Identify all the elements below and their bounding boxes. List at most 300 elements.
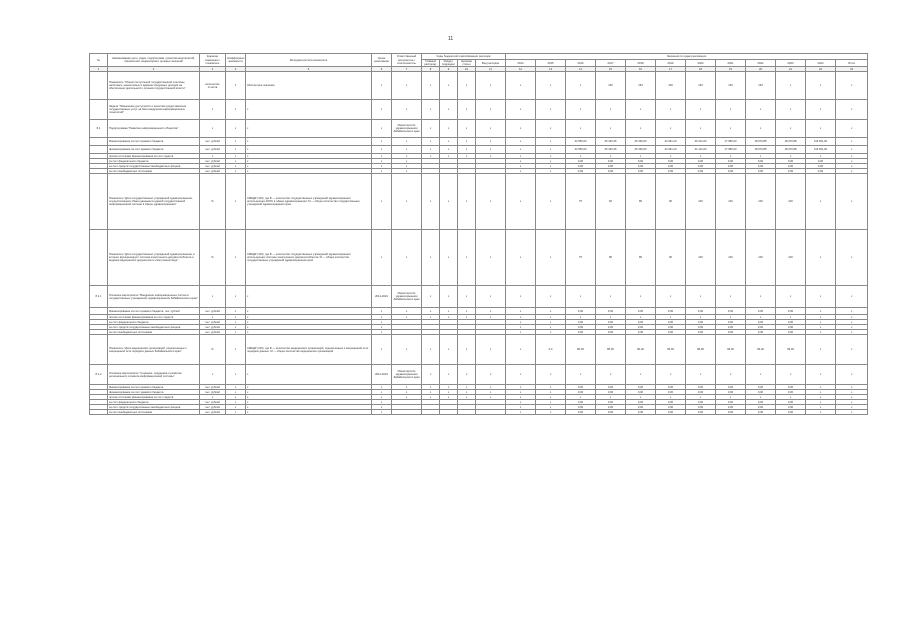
row-value: x <box>836 315 868 320</box>
row-value: 0,00 <box>686 410 716 415</box>
row-period: x <box>372 320 392 325</box>
row-period: x <box>372 400 392 405</box>
row-value: x <box>506 286 536 308</box>
row-value: 154 <box>626 72 656 100</box>
row-value: 25 439,00 <box>626 146 656 154</box>
row-period: x <box>372 405 392 410</box>
row-value: 100 <box>746 230 776 286</box>
row-unit: тыс. рублей <box>200 325 226 330</box>
row-budget-code: x <box>422 138 440 146</box>
row-value: 0,00 <box>806 169 836 174</box>
row-value: 0,00 <box>656 164 686 169</box>
row-weight: x <box>226 330 246 335</box>
row-budget-code: x <box>476 146 506 154</box>
row-value: 85,00 <box>596 335 626 365</box>
column-number: 10 <box>458 67 476 72</box>
row-value: x <box>506 320 536 325</box>
row-value: 0,00 <box>596 169 626 174</box>
row-budget-code: x <box>422 146 440 154</box>
row-value: 0,00 <box>566 325 596 330</box>
column-number: 17 <box>656 67 686 72</box>
row-name: за счет средств государственных внебюджетных фондов <box>108 164 200 169</box>
row-value: x <box>806 174 836 230</box>
row-value: x <box>536 146 566 154</box>
row-weight: x <box>226 230 246 286</box>
row-value: 0,00 <box>626 325 656 330</box>
row-name: финансирование за счет краевого бюджета <box>108 146 200 154</box>
row-name: за счет внебюджетных источников <box>108 330 200 335</box>
row-value: 160 <box>656 72 686 100</box>
row-value: x <box>836 390 868 395</box>
table-row <box>90 72 868 100</box>
row-executor: x <box>392 174 422 230</box>
row-method: x <box>246 385 372 390</box>
row-value: x <box>626 286 656 308</box>
row-value: 0,00 <box>776 405 806 410</box>
row-method: x <box>246 405 372 410</box>
row-value: 0,00 <box>746 330 776 335</box>
row-value: x <box>776 315 806 320</box>
row-value: x <box>836 335 868 365</box>
row-weight: x <box>226 154 246 159</box>
row-budget-code: x <box>458 120 476 138</box>
row-value: 0,00 <box>686 390 716 395</box>
table-row <box>90 174 868 230</box>
row-value: x <box>806 325 836 330</box>
column-number: 6 <box>372 67 392 72</box>
row-budget-code: x <box>476 230 506 286</box>
row-value: x <box>506 164 536 169</box>
row-value: 100 <box>716 230 746 286</box>
row-unit: тыс. рублей <box>200 138 226 146</box>
row-value: 0,00 <box>626 164 656 169</box>
header-name: Наименование цели, задач, подпрограмм, проектов мероприятий, показателей, индикаторов и целевых значений <box>108 54 200 67</box>
row-name: Финансирование за счет краевого бюджета, тыс. рублей <box>108 308 200 315</box>
row-value: x <box>596 315 626 320</box>
row-value: x <box>806 286 836 308</box>
row-value: 100 <box>686 174 716 230</box>
row-value: x <box>746 286 776 308</box>
table-row <box>90 286 868 308</box>
column-number: 19 <box>716 67 746 72</box>
row-executor: x <box>392 169 422 174</box>
row-value: x <box>776 365 806 385</box>
row-value: 25 439,00 <box>626 138 656 146</box>
row-budget-code: x <box>422 286 440 308</box>
row-method: СМЕДР (100), где Ф — количество государственных учреждений здравоохранения, использующих системы электронного документооборота; М — общее количество государственных учреждений здравоохранения края <box>246 230 372 286</box>
row-value: 163 <box>746 72 776 100</box>
row-budget-code: x <box>422 120 440 138</box>
row-value: 98,00 <box>686 335 716 365</box>
header-year: 2018 <box>626 60 656 67</box>
row-value: x <box>836 330 868 335</box>
row-budget-code: x <box>476 390 506 395</box>
row-value: 0,00 <box>626 330 656 335</box>
row-budget-code: x <box>422 385 440 390</box>
row-value: x <box>836 286 868 308</box>
row-weight: x <box>226 120 246 138</box>
row-value: 152 <box>596 72 626 100</box>
row-budget-code: x <box>440 308 458 315</box>
row-unit: x <box>200 154 226 159</box>
row-period: x <box>372 230 392 286</box>
row-value: x <box>686 154 716 159</box>
row-weight: x <box>226 405 246 410</box>
row-value: x <box>536 320 566 325</box>
row-value: x <box>506 174 536 230</box>
row-value: x <box>536 286 566 308</box>
row-method: x <box>246 308 372 315</box>
row-value: x <box>566 154 596 159</box>
row-method: x <box>246 138 372 146</box>
row-value: 0,00 <box>656 400 686 405</box>
row-weight: x <box>226 164 246 169</box>
row-weight: x <box>226 410 246 415</box>
row-value: x <box>536 400 566 405</box>
row-executor: x <box>392 335 422 365</box>
row-value: x <box>506 100 536 120</box>
row-value: 118 391,00 <box>806 138 836 146</box>
row-value: x <box>806 330 836 335</box>
row-value: x <box>806 385 836 390</box>
header-budget-col: Целевая статья <box>458 60 476 67</box>
row-value: 0,00 <box>566 385 596 390</box>
row-method: СМЕДР (100), где Ф — количество государственных учреждений здравоохранения, использующих ЕГИС в сфере здравоохранения; М — общее количество государственных учреждений здравоохранения края <box>246 174 372 230</box>
row-value: x <box>536 120 566 138</box>
row-executor: x <box>392 395 422 400</box>
row-method: x <box>246 286 372 308</box>
row-value: x <box>536 365 566 385</box>
row-value: 90 <box>656 174 686 230</box>
row-unit: % <box>200 230 226 286</box>
row-value: x <box>716 286 746 308</box>
header-budget-col: Раздел, подраздел <box>440 60 458 67</box>
header-year: 2020 <box>686 60 716 67</box>
table-row <box>90 100 868 120</box>
row-budget-code: x <box>440 230 458 286</box>
column-number: 7 <box>392 67 422 72</box>
row-value: x <box>806 390 836 395</box>
row-value: 90 <box>656 230 686 286</box>
row-value: x <box>506 400 536 405</box>
row-value: x <box>626 395 656 400</box>
row-value: 0,00 <box>626 308 656 315</box>
row-name: Подпрограмма "Развитие информационного общества" <box>108 120 200 138</box>
row-value: 0,00 <box>746 320 776 325</box>
header-year: 2024 <box>806 60 836 67</box>
row-value: x <box>716 120 746 138</box>
row-value: x <box>806 100 836 120</box>
row-value: 0,00 <box>656 385 686 390</box>
row-budget-code: x <box>476 138 506 146</box>
row-value: 0,00 <box>746 308 776 315</box>
row-budget-code: x <box>458 308 476 315</box>
row-budget-code: x <box>440 395 458 400</box>
table-row <box>90 365 868 385</box>
row-value: x <box>536 325 566 330</box>
row-value: x <box>506 335 536 365</box>
row-number: 8.1.1 <box>90 286 108 308</box>
row-budget-code: x <box>440 72 458 100</box>
row-value: x <box>536 385 566 390</box>
row-unit: тыс. рублей <box>200 385 226 390</box>
row-value: x <box>566 365 596 385</box>
column-number: 5 <box>246 67 372 72</box>
row-value: x <box>536 72 566 100</box>
row-value: x <box>716 100 746 120</box>
row-value: x <box>506 138 536 146</box>
row-value: 0,00 <box>686 164 716 169</box>
row-period: x <box>372 154 392 159</box>
row-value: 0,00 <box>566 390 596 395</box>
row-value: 0,00 <box>626 169 656 174</box>
row-value: x <box>836 169 868 174</box>
row-name: Показатель "Доля медицинских организаций, подключенных к защищенной сети передачи данных Забайкальского края" <box>108 335 200 365</box>
header-weight: Коэффициент значимости <box>226 54 246 67</box>
row-value: 99,00 <box>716 335 746 365</box>
row-value: 0,00 <box>566 159 596 164</box>
row-weight: x <box>226 169 246 174</box>
row-weight: x <box>226 325 246 330</box>
header-executor: Ответственный исполнитель / соисполнитель <box>392 54 422 67</box>
row-value: 0,00 <box>626 410 656 415</box>
row-value: x <box>686 100 716 120</box>
row-value: x <box>806 315 836 320</box>
column-number: 3 <box>200 67 226 72</box>
row-value: x <box>806 72 836 100</box>
row-value: x <box>566 315 596 320</box>
row-value: 0,00 <box>686 385 716 390</box>
row-method: x <box>246 390 372 395</box>
row-budget-code: x <box>458 100 476 120</box>
row-weight: x <box>226 385 246 390</box>
row-budget-code: x <box>476 308 506 315</box>
row-value: x <box>536 100 566 120</box>
row-value: x <box>836 385 868 390</box>
row-value: 0,00 <box>776 308 806 315</box>
row-value: 0,00 <box>686 159 716 164</box>
row-value: x <box>776 154 806 159</box>
row-value: 0,0 <box>536 335 566 365</box>
row-value: x <box>836 395 868 400</box>
column-number: 16 <box>626 67 656 72</box>
header-year: 2016 <box>566 60 596 67</box>
row-value: x <box>566 100 596 120</box>
header-method: Методика расчета показателя <box>246 54 372 67</box>
row-weight: x <box>226 308 246 315</box>
row-budget-code: x <box>422 308 440 315</box>
row-value: 0,00 <box>626 159 656 164</box>
row-name: Основное мероприятие "Внедрение информационных систем в государственных учреждениях здравоохранения Забайкальского края" <box>108 286 200 308</box>
row-method: x <box>246 395 372 400</box>
row-unit: тыс. рублей <box>200 146 226 154</box>
row-budget-code: x <box>422 315 440 320</box>
row-executor <box>392 410 422 415</box>
row-value: 0,00 <box>566 164 596 169</box>
table-row <box>90 120 868 138</box>
row-value: 0,00 <box>716 169 746 174</box>
row-value: x <box>566 120 596 138</box>
row-value: x <box>836 138 868 146</box>
row-method: x <box>246 100 372 120</box>
row-value: x <box>536 390 566 395</box>
row-value: x <box>806 308 836 315</box>
row-executor: x <box>392 72 422 100</box>
row-value: 21 101,00 <box>686 146 716 154</box>
row-value: x <box>776 286 806 308</box>
column-number: 11 <box>476 67 506 72</box>
row-value: x <box>596 365 626 385</box>
row-value: x <box>506 154 536 159</box>
row-value: 18 070,88 <box>776 138 806 146</box>
row-value: x <box>836 159 868 164</box>
row-number <box>90 100 108 120</box>
row-unit: тыс. рублей <box>200 164 226 169</box>
row-method: Абсолютное значение <box>246 72 372 100</box>
row-value: x <box>836 120 868 138</box>
row-weight: x <box>226 390 246 395</box>
row-value: 0,00 <box>656 330 686 335</box>
table-row <box>90 146 868 154</box>
row-budget-code: x <box>422 390 440 395</box>
row-value: x <box>506 72 536 100</box>
row-name: за счет внебюджетных источников <box>108 410 200 415</box>
row-period: 2014-2024 <box>372 365 392 385</box>
row-weight: 1 <box>226 72 246 100</box>
row-method: x <box>246 325 372 330</box>
row-budget-code: x <box>440 365 458 385</box>
row-value: 100 <box>776 174 806 230</box>
row-unit: тыс. рублей <box>200 169 226 174</box>
row-budget-code: x <box>440 138 458 146</box>
row-name: Показатель "Доля государственных учреждений здравоохранения, в которых функционирует система электронного документооборота и ведения медицинских документов в электронном виде" <box>108 230 200 286</box>
row-budget-code: x <box>476 315 506 320</box>
row-executor: x <box>392 138 422 146</box>
row-value: x <box>716 154 746 159</box>
row-value: 0,00 <box>686 405 716 410</box>
row-name: за счет федерального бюджета <box>108 400 200 405</box>
row-value: x <box>746 395 776 400</box>
row-value: x <box>836 400 868 405</box>
row-value: x <box>656 100 686 120</box>
row-value: x <box>806 154 836 159</box>
row-value: x <box>656 120 686 138</box>
row-value: x <box>536 164 566 169</box>
row-method: x <box>246 365 372 385</box>
row-method: x <box>246 320 372 325</box>
row-number <box>90 72 108 100</box>
row-budget-code: x <box>440 120 458 138</box>
row-value: 0,00 <box>746 159 776 164</box>
row-value: 95,00 <box>656 335 686 365</box>
row-number <box>90 335 108 365</box>
row-executor: x <box>392 308 422 315</box>
row-budget-code: x <box>458 390 476 395</box>
row-unit: тыс. рублей <box>200 410 226 415</box>
row-budget-code <box>458 410 476 415</box>
row-value: x <box>626 120 656 138</box>
row-budget-code: x <box>440 174 458 230</box>
row-executor: x <box>392 230 422 286</box>
row-value: x <box>506 159 536 164</box>
row-budget-code <box>422 410 440 415</box>
row-value: 24 691,20 <box>656 138 686 146</box>
row-value: 0,00 <box>776 410 806 415</box>
row-weight: x <box>226 100 246 120</box>
row-budget-code: x <box>422 335 440 365</box>
row-value: x <box>536 395 566 400</box>
row-budget-code: x <box>422 174 440 230</box>
row-executor: x <box>392 154 422 159</box>
row-budget-code: x <box>440 385 458 390</box>
row-method: x <box>246 315 372 320</box>
row-value: x <box>686 315 716 320</box>
row-value: 0,00 <box>656 169 686 174</box>
row-value: 0,00 <box>596 308 626 315</box>
row-value: x <box>626 315 656 320</box>
row-budget-code: x <box>440 315 458 320</box>
row-value: x <box>836 405 868 410</box>
row-value: 0,00 <box>686 320 716 325</box>
row-value: 0,00 <box>566 410 596 415</box>
row-budget-code <box>440 410 458 415</box>
row-value: 0,00 <box>596 330 626 335</box>
row-value: x <box>506 315 536 320</box>
row-value: x <box>686 286 716 308</box>
row-weight: x <box>226 365 246 385</box>
header-budget-col: Главный распоряд. <box>422 60 440 67</box>
row-value: x <box>746 100 776 120</box>
row-value: x <box>746 365 776 385</box>
row-executor: x <box>392 315 422 320</box>
row-value: x <box>596 100 626 120</box>
row-period: x <box>372 174 392 230</box>
row-period: x <box>372 164 392 169</box>
table-row <box>90 308 868 315</box>
row-value: 163 <box>716 72 746 100</box>
row-number <box>90 146 108 154</box>
header-year: 2021 <box>716 60 746 67</box>
row-executor: Министерство здравоохранения Забайкальского края <box>392 286 422 308</box>
row-weight: x <box>226 286 246 308</box>
row-unit: % <box>200 335 226 365</box>
row-value: 0,00 <box>686 330 716 335</box>
row-unit: x <box>200 395 226 400</box>
row-value: x <box>536 174 566 230</box>
row-budget-code: x <box>440 335 458 365</box>
row-value: 18 070,88 <box>746 138 776 146</box>
row-value: x <box>506 308 536 315</box>
row-budget-code: x <box>422 72 440 100</box>
row-value: 0,00 <box>746 325 776 330</box>
row-value: x <box>506 120 536 138</box>
row-value: 0,00 <box>776 400 806 405</box>
column-number: 14 <box>566 67 596 72</box>
row-value: x <box>536 230 566 286</box>
row-value: 0,00 <box>716 325 746 330</box>
row-value: 20 101,00 <box>686 138 716 146</box>
row-method: x <box>246 120 372 138</box>
row-value: 0,00 <box>716 164 746 169</box>
row-budget-code: x <box>476 174 506 230</box>
row-value: x <box>806 400 836 405</box>
row-period: x <box>372 169 392 174</box>
row-name: Финансирование за счет краевого бюджета <box>108 385 200 390</box>
header-period: Сроки реализации <box>372 54 392 67</box>
table-row <box>90 335 868 365</box>
row-method: СМЕДР (100), где Ф — количество медицинских организаций, подключенных к защищенной сети передачи данных; М — общее количество медицинских организаций <box>246 335 372 365</box>
row-value: 0,00 <box>716 410 746 415</box>
